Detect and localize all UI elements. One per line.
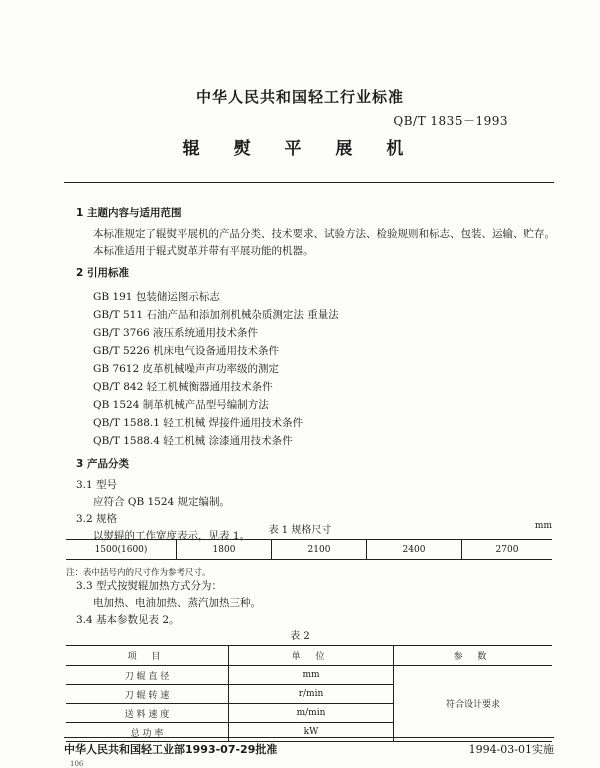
table-2-caption: 表 2 <box>290 631 310 642</box>
reference-item: QB/T 1588.4 轻工机械 涂漆通用技术条件 <box>93 435 293 447</box>
table-header-cell: 单 位 <box>229 646 394 666</box>
table-cell: 2100 <box>272 540 367 560</box>
section-3-4-heading: 3.4 基本参数见表 2。 <box>76 614 180 626</box>
standard-number: QB/T 1835－1993 <box>393 114 508 128</box>
section-1-paragraph: 本标准规定了辊熨平展机的产品分类、技术要求、试验方法、检验规则和标志、包装、运输、贮存。 <box>93 228 555 240</box>
table-cell: kW <box>229 723 394 742</box>
section-3-2-heading: 3.2 规格 <box>76 513 118 525</box>
table-cell: 2400 <box>367 540 462 560</box>
reference-item: QB/T 1588.1 轻工机械 焊接件通用技术条件 <box>93 417 304 429</box>
footer-rule <box>64 737 554 738</box>
table-header-cell: 参 数 <box>394 646 553 666</box>
table-cell: m/min <box>229 704 394 723</box>
page-number: 106 <box>70 760 84 768</box>
table-2 <box>66 645 552 742</box>
section-1-heading: 1 主题内容与适用范围 <box>76 207 182 219</box>
table-1 <box>66 539 552 560</box>
table-cell: 刀 辊 转 速 <box>66 685 229 704</box>
table-header-row <box>66 646 552 666</box>
table-1-unit: mm <box>534 521 552 531</box>
table-cell: r/min <box>229 685 394 704</box>
reference-item: GB 7612 皮革机械噪声声功率级的测定 <box>93 363 280 375</box>
section-3-1-heading: 3.1 型号 <box>76 479 118 491</box>
section-3-heading: 3 产品分类 <box>76 458 129 470</box>
table-cell: mm <box>229 666 394 685</box>
section-3-1-text: 应符合 QB 1524 规定编制。 <box>93 496 231 508</box>
table-header-cell: 项 目 <box>66 646 229 666</box>
table-cell-merged: 符合设计要求 <box>394 666 553 742</box>
table-cell: 1800 <box>177 540 272 560</box>
reference-item: GB 191 包装储运图示标志 <box>93 291 220 303</box>
header-rule <box>64 182 554 183</box>
reference-item: GB/T 511 石油产品和添加剂机械杂质测定法 重量法 <box>93 309 339 321</box>
reference-item: GB/T 5226 机床电气设备通用技术条件 <box>93 345 280 357</box>
table-1-caption: 表 1 规格尺寸 <box>268 525 332 536</box>
table-row <box>66 666 552 685</box>
document-title: 辊 熨 平 展 机 <box>182 139 418 159</box>
section-1-paragraph: 本标准适用于辊式熨革并带有平展功能的机器。 <box>93 245 314 257</box>
reference-item: QB/T 842 轻工机械衡器通用技术条件 <box>93 381 273 393</box>
table-cell: 2700 <box>462 540 553 560</box>
table-row <box>66 540 552 560</box>
effective-date: 1994-03-01实施 <box>468 743 554 756</box>
table-cell: 总 功 率 <box>66 723 229 742</box>
issuing-organization: 中华人民共和国轻工行业标准 <box>195 88 404 106</box>
section-3-3-heading: 3.3 型式按熨辊加热方式分为： <box>76 580 223 592</box>
reference-item: GB/T 3766 液压系统通用技术条件 <box>93 327 259 339</box>
approval-line: 中华人民共和国轻工业部1993-07-29批准 <box>64 743 278 756</box>
table-cell: 1500(1600) <box>66 540 177 560</box>
section-3-2-text: 以熨辊的工作宽度表示，见表 1。 <box>93 530 251 542</box>
table-1-note: 注：表中括号内的尺寸作为参考尺寸。 <box>66 568 211 578</box>
reference-item: QB 1524 制革机械产品型号编制方法 <box>93 399 269 411</box>
table-cell: 送 料 速 度 <box>66 704 229 723</box>
section-2-heading: 2 引用标准 <box>76 267 129 279</box>
section-3-3-text: 电加热、电油加热、蒸汽加热三种。 <box>93 597 261 609</box>
table-cell: 刀 辊 直 径 <box>66 666 229 685</box>
